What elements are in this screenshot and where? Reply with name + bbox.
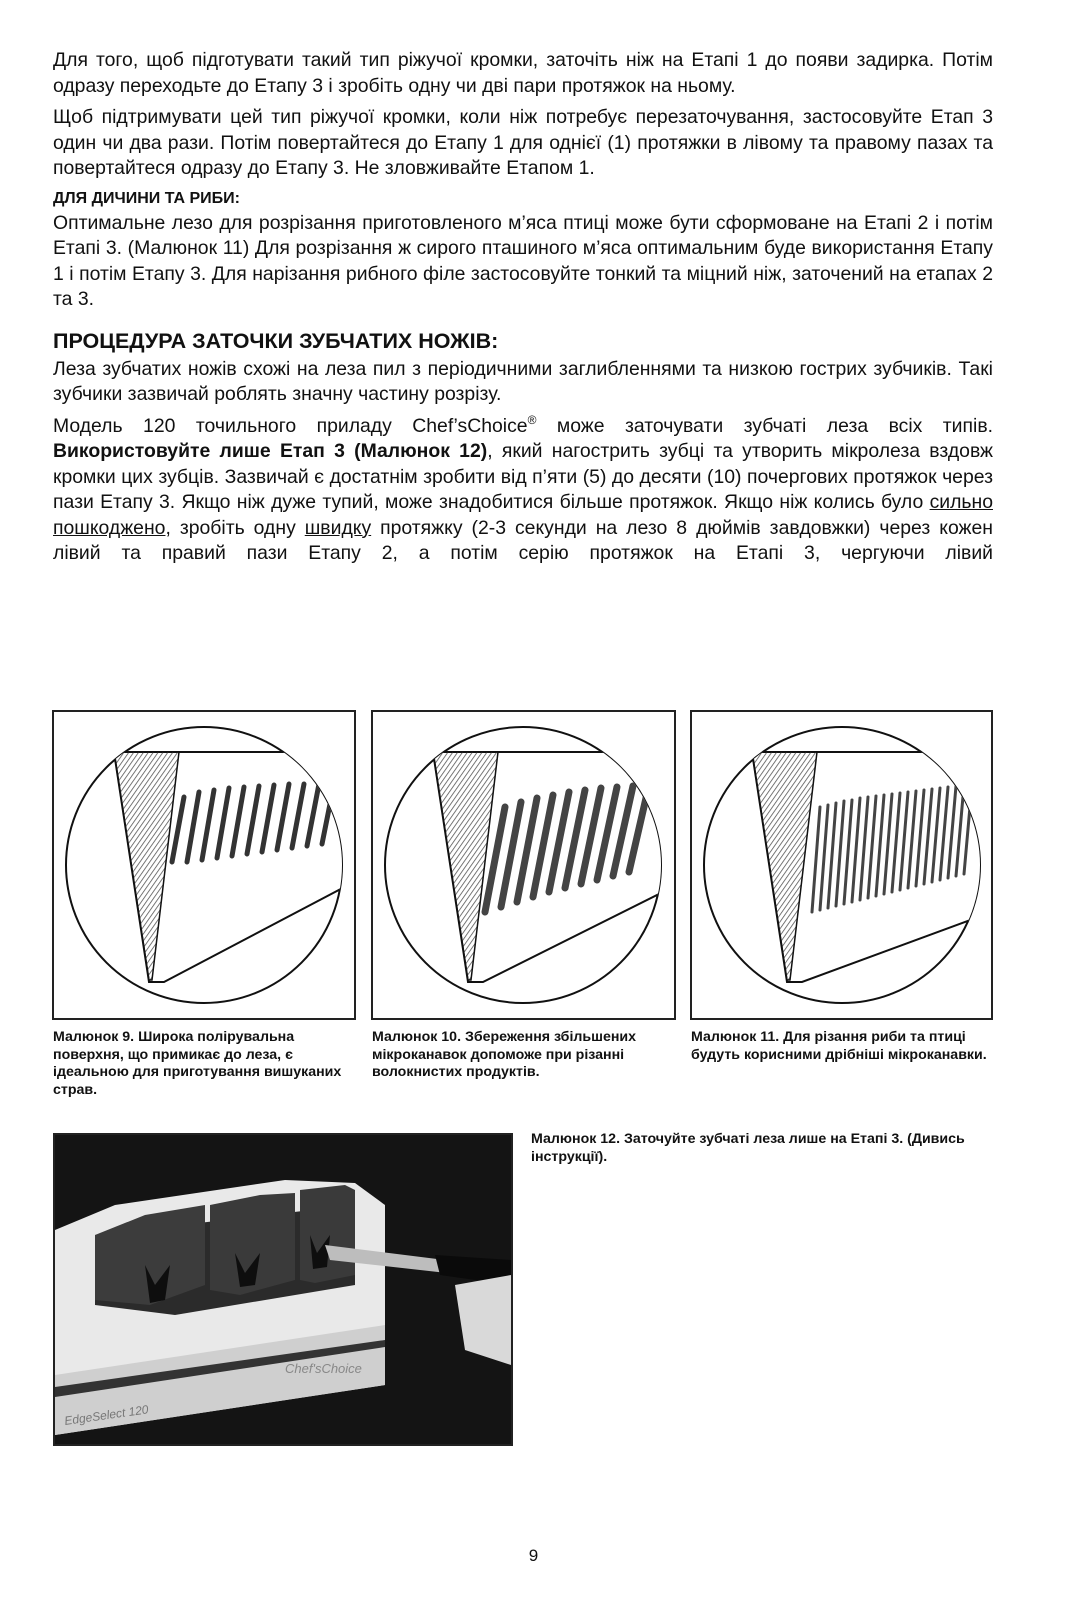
text-column-top [53,48,993,567]
knife-closeup-illustration [373,712,674,1018]
text-span: може заточувати зубчаті леза всіх типів. [536,414,994,437]
knife-closeup-illustration [692,712,991,1018]
figure-11-caption: Малюнок 11. Для різання риби та птиці будуть корисними дрібніші мікроканавки. [691,1029,987,1063]
text-span: , який нагострить зубці та утворить мікролеза вздовж кромки цих зубців. Зазвичай є достатнім зробити від п’яти (5) до десяти (10) почергових протяжок через пази Етапу 3. Якщо ніж дуже тупий, може знадобитися більше протяжок. Якщо ніж колись було [53,440,993,513]
figure-12-caption: Малюнок 12. Заточуйте зубчаті леза лише на Етапі 3. (Дивись інструкції). [531,1131,965,1165]
paragraph-serrated-model [53,414,993,567]
paragraph-serrated-intro: Леза зубчатих ножів схожі на леза пил з періодичними заглибленнями та низкою гострих зубчиків. Такі зубчики зазвичай роблять значну частину розрізу. [53,357,993,405]
paragraph-edge-maintain: Щоб підтримувати цей тип ріжучої кромки, коли ніж потребує перезаточування, застосовуйте Етап 3 один чи два рази. Потім повертайтеся до Етапу 1 для однієї (1) протяжки в лівому та правому пазах та повертайтеся одразу до Етапу 3. Не зловживайте Етапом 1. [53,106,993,179]
figure-11-image [690,710,993,1020]
device-brand-label: Chef'sChoice [285,1361,362,1376]
paragraph-game-fish: Оптимальне лезо для розрізання приготовленого м’яса птиці може бути сформоване на Етапі 2 і потім Етапі 3. (Малюнок 11) Для розрізання ж сирого пташиного м’яса оптимальним буде використання Етапу 1 і потім Етапу 3. Для нарізання рибного філе застосовуйте тонкий та міцний ніж, заточений на етапах 2 та 3. [53,211,993,310]
figure-12-photo [53,1133,513,1446]
page-number: 9 [528,1546,539,1565]
registered-mark: ® [527,412,537,427]
device-model-label: EdgeSelect 120 [63,1402,150,1428]
underlined-text: швидку [304,516,372,539]
text-span: , зробіть одну [165,516,305,539]
heading-game-fish: ДЛЯ ДИЧИНИ ТА РИБИ: [53,189,240,207]
sharpener-photo-illustration [55,1135,511,1444]
figure-10-image [371,710,676,1020]
knife-closeup-illustration [54,712,354,1018]
text-span: протяжку (2-3 секунди на лезо 8 дюймів завдовжки) через кожен лівий та правий пази Етапу 2, а потім серію протяжок на Етапі 3, чергуючи лівий [53,516,993,564]
paragraph-edge-prep: Для того, щоб підготувати такий тип ріжучої кромки, заточіть ніж на Етапі 1 до появи задирка. Потім одразу переходьте до Етапу 3 і зробіть одну чи дві пари протяжок на ньому. [53,49,993,97]
figure-9-caption: Малюнок 9. Широка полірувальна поверхня, що примикає до леза, є ідеальною для приготування вишуканих страв. [53,1029,342,1098]
figure-9-image [52,710,356,1020]
text-span: Модель 120 точильного приладу Chef’sChoice [53,414,528,437]
heading-serrated-procedure: ПРОЦЕДУРА ЗАТОЧКИ ЗУБЧАТИХ НОЖІВ: [53,328,499,353]
underlined-text: сильно пошкоджено [53,491,993,539]
figure-10-caption: Малюнок 10. Збереження збільшених мікроканавок допоможе при різанні волокнистих продуктів. [372,1029,637,1080]
bold-instruction: Використовуйте лише Етап 3 (Малюнок 12) [53,440,488,462]
